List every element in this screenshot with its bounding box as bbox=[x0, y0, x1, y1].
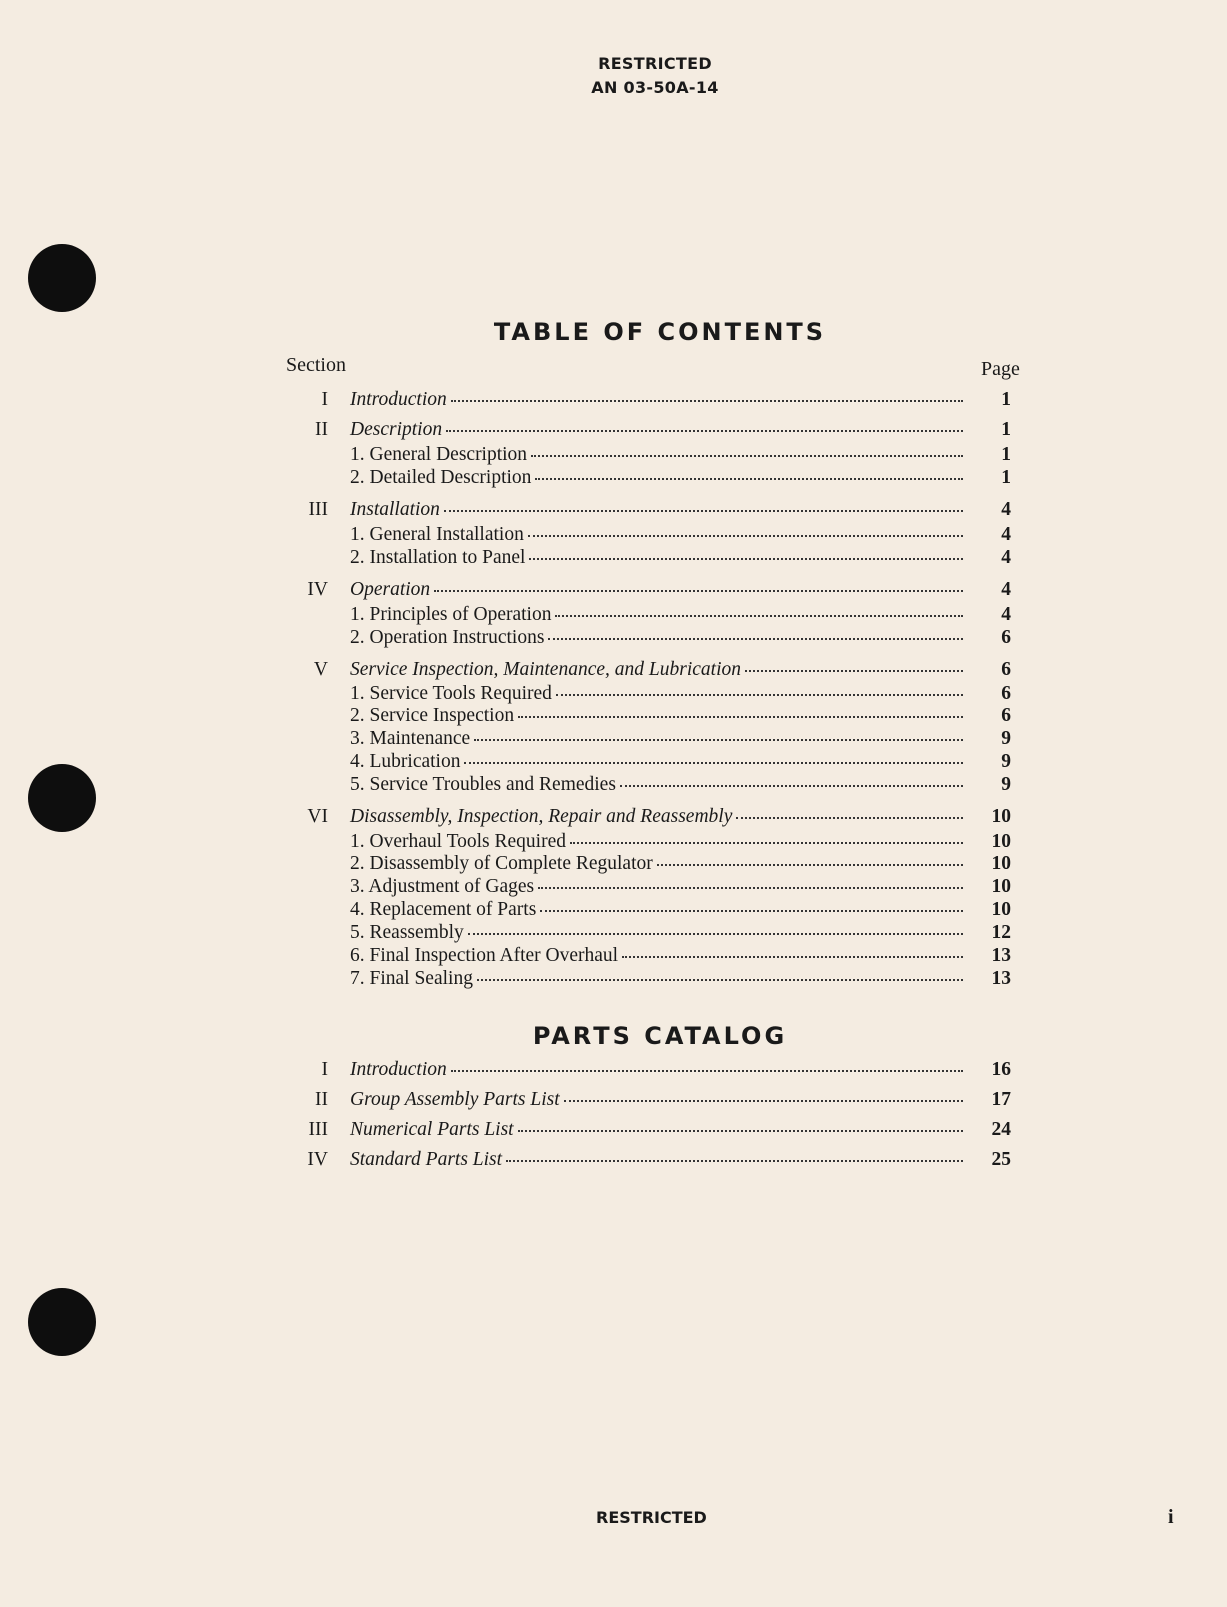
dot-leader bbox=[736, 816, 963, 819]
page-ref: 13 bbox=[991, 968, 1011, 989]
entry-title: 3. Maintenance bbox=[350, 728, 471, 749]
header-classification: RESTRICTED bbox=[598, 54, 712, 73]
toc-entry bbox=[286, 727, 1011, 751]
page-ref: 6 bbox=[1001, 683, 1011, 704]
dot-leader bbox=[529, 557, 963, 560]
section-numeral: III bbox=[308, 1119, 328, 1140]
page-header bbox=[0, 52, 1227, 100]
entry-title: 2. Service Inspection bbox=[350, 705, 515, 726]
entry-title: 1. General Installation bbox=[350, 524, 524, 545]
binder-hole-middle bbox=[28, 764, 96, 832]
page-ref: 12 bbox=[991, 922, 1011, 943]
entry-title: 1. Overhaul Tools Required bbox=[350, 831, 566, 852]
toc-entry bbox=[286, 603, 1011, 627]
section-numeral: I bbox=[321, 389, 328, 410]
dot-leader bbox=[434, 589, 963, 592]
dot-leader bbox=[564, 1099, 963, 1102]
page-ref: 10 bbox=[991, 876, 1011, 897]
dot-leader bbox=[556, 693, 963, 696]
toc-entry bbox=[286, 852, 1011, 876]
entry-title: 2. Operation Instructions bbox=[350, 627, 545, 648]
dot-leader bbox=[474, 738, 963, 741]
toc-entry bbox=[286, 1118, 1011, 1142]
dot-leader bbox=[451, 399, 963, 402]
page-ref: 1 bbox=[1001, 444, 1011, 465]
page-ref: 4 bbox=[1001, 499, 1011, 520]
entry-title: 4. Lubrication bbox=[350, 751, 461, 772]
dot-leader bbox=[620, 784, 963, 787]
toc-entry bbox=[286, 578, 1011, 602]
section-numeral: I bbox=[321, 1059, 328, 1080]
section-column-header: Section bbox=[286, 354, 346, 376]
entry-title: Description bbox=[350, 419, 443, 440]
page-ref: 4 bbox=[1001, 579, 1011, 600]
toc-entry bbox=[286, 830, 1011, 854]
dot-leader bbox=[622, 955, 963, 958]
toc-entry bbox=[286, 898, 1011, 922]
entry-title: Numerical Parts List bbox=[350, 1119, 514, 1140]
page-ref: 10 bbox=[991, 806, 1011, 827]
dot-leader bbox=[518, 715, 963, 718]
entry-title: 1. General Description bbox=[350, 444, 528, 465]
page-ref: 6 bbox=[1001, 627, 1011, 648]
page-ref: 10 bbox=[991, 831, 1011, 852]
dot-leader bbox=[555, 614, 963, 617]
toc-entry bbox=[286, 1088, 1011, 1112]
dot-leader bbox=[464, 761, 963, 764]
page-ref: 10 bbox=[991, 853, 1011, 874]
entry-title: 1. Service Tools Required bbox=[350, 683, 552, 704]
document-number: AN 03-50A-14 bbox=[591, 78, 719, 97]
page-ref: 4 bbox=[1001, 604, 1011, 625]
entry-title: Operation bbox=[350, 579, 431, 600]
page-ref: 25 bbox=[991, 1149, 1011, 1170]
toc-entry bbox=[286, 704, 1011, 728]
dot-leader bbox=[506, 1159, 963, 1162]
dot-leader bbox=[570, 841, 963, 844]
toc-entry bbox=[286, 466, 1011, 490]
entry-title: Service Inspection, Maintenance, and Lubrication bbox=[350, 659, 741, 680]
toc-entry bbox=[286, 1058, 1011, 1082]
page-ref: 16 bbox=[991, 1059, 1011, 1080]
section-numeral: IV bbox=[307, 579, 328, 600]
page-ref: 9 bbox=[1001, 774, 1011, 795]
toc-entry bbox=[286, 944, 1011, 968]
entry-title: 3. Adjustment of Gages bbox=[350, 876, 535, 897]
page-number: i bbox=[1168, 1506, 1174, 1528]
dot-leader bbox=[745, 669, 963, 672]
page-ref: 13 bbox=[991, 945, 1011, 966]
page-ref: 1 bbox=[1001, 467, 1011, 488]
entry-title: 4. Replacement of Parts bbox=[350, 899, 537, 920]
dot-leader bbox=[446, 429, 963, 432]
page-ref: 4 bbox=[1001, 524, 1011, 545]
entry-title: 6. Final Inspection After Overhaul bbox=[350, 945, 619, 966]
page-ref: 1 bbox=[1001, 389, 1011, 410]
dot-leader bbox=[477, 978, 963, 981]
entry-title: Group Assembly Parts List bbox=[350, 1089, 560, 1110]
dot-leader bbox=[538, 886, 963, 889]
entry-title: 5. Service Troubles and Remedies bbox=[350, 774, 616, 795]
toc-entry bbox=[286, 658, 1011, 682]
toc-entry bbox=[286, 921, 1011, 945]
toc-entry bbox=[286, 443, 1011, 467]
toc-entry bbox=[286, 498, 1011, 522]
page-ref: 10 bbox=[991, 899, 1011, 920]
dot-leader bbox=[531, 454, 963, 457]
entry-title: 5. Reassembly bbox=[350, 922, 464, 943]
toc-title: TABLE OF CONTENTS bbox=[493, 318, 827, 346]
entry-title: Standard Parts List bbox=[350, 1149, 503, 1170]
page-ref: 17 bbox=[991, 1089, 1011, 1110]
toc-entry bbox=[286, 388, 1011, 412]
entry-title: 2. Detailed Description bbox=[350, 467, 532, 488]
toc-entry bbox=[286, 875, 1011, 899]
binder-hole-top bbox=[28, 244, 96, 312]
dot-leader bbox=[451, 1069, 963, 1072]
dot-leader bbox=[540, 909, 963, 912]
entry-title: 2. Disassembly of Complete Regulator bbox=[350, 853, 653, 874]
dot-leader bbox=[444, 509, 963, 512]
page-ref: 24 bbox=[991, 1119, 1011, 1140]
toc-entry bbox=[286, 418, 1011, 442]
dot-leader bbox=[528, 534, 963, 537]
parts-catalog-title: PARTS CATALOG bbox=[532, 1022, 788, 1050]
binder-hole-bottom bbox=[28, 1288, 96, 1356]
toc-entry bbox=[286, 773, 1011, 797]
section-numeral: III bbox=[308, 499, 328, 520]
dot-leader bbox=[468, 932, 963, 935]
toc-entry bbox=[286, 750, 1011, 774]
entry-title: Installation bbox=[350, 499, 440, 520]
page-ref: 6 bbox=[1001, 705, 1011, 726]
entry-title: Introduction bbox=[350, 1059, 447, 1080]
page-ref: 9 bbox=[1001, 728, 1011, 749]
entry-title: 2. Installation to Panel bbox=[350, 547, 526, 568]
page-ref: 4 bbox=[1001, 547, 1011, 568]
dot-leader bbox=[518, 1129, 963, 1132]
entry-title: 7. Final Sealing bbox=[350, 968, 473, 989]
page-column-header: Page bbox=[981, 358, 1020, 380]
section-numeral: II bbox=[315, 419, 328, 440]
entry-title: 1. Principles of Operation bbox=[350, 604, 552, 625]
toc-entry bbox=[286, 546, 1011, 570]
page-ref: 1 bbox=[1001, 419, 1011, 440]
toc-entry bbox=[286, 1148, 1011, 1172]
toc-entry bbox=[286, 967, 1011, 991]
footer-classification: RESTRICTED bbox=[596, 1508, 707, 1527]
entry-title: Introduction bbox=[350, 389, 447, 410]
page-ref: 9 bbox=[1001, 751, 1011, 772]
section-numeral: V bbox=[313, 659, 328, 680]
toc-entry bbox=[286, 682, 1011, 706]
toc-entry bbox=[286, 805, 1011, 829]
section-numeral: II bbox=[315, 1089, 328, 1110]
toc-entry bbox=[286, 626, 1011, 650]
section-numeral: IV bbox=[307, 1149, 328, 1170]
page-ref: 6 bbox=[1001, 659, 1011, 680]
dot-leader bbox=[535, 477, 963, 480]
dot-leader bbox=[548, 637, 963, 640]
toc-entry bbox=[286, 523, 1011, 547]
section-numeral: VI bbox=[307, 806, 328, 827]
dot-leader bbox=[657, 863, 963, 866]
entry-title: Disassembly, Inspection, Repair and Reassembly bbox=[350, 806, 733, 827]
